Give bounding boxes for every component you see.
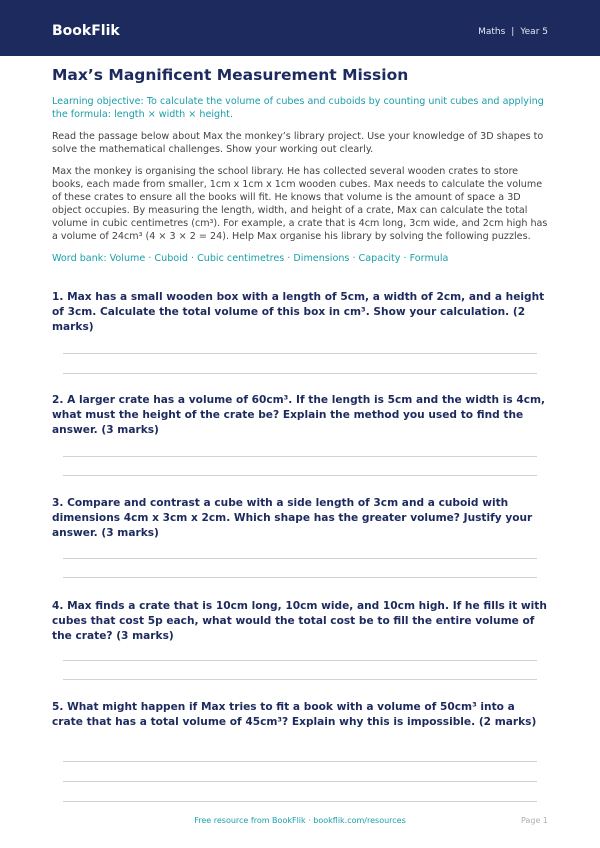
footer-credit: Free resource from BookFlik · bookflik.com/resources <box>194 816 406 825</box>
answer-line[interactable] <box>63 679 537 680</box>
year-label: Year 5 <box>520 27 548 37</box>
answer-line[interactable] <box>63 456 537 457</box>
question-3 <box>52 496 548 541</box>
answer-line[interactable] <box>63 761 537 762</box>
meta-separator: | <box>511 27 515 37</box>
answer-line[interactable] <box>63 353 537 354</box>
question-4 <box>52 599 548 644</box>
answer-line[interactable] <box>63 781 537 782</box>
word-bank: Word bank: Volume · Cuboid · Cubic centimetres · Dimensions · Capacity · Formula <box>52 253 449 264</box>
question-1 <box>52 290 548 335</box>
answer-line[interactable] <box>63 373 537 374</box>
question-5 <box>52 700 548 730</box>
reading-passage: Max the monkey is organising the school library. He has collected several wooden crates to store books, each made from smaller, 1cm x 1cm x 1cm wooden cubes. Max needs to calculate the volume of these crates to ensure all the books will fit. He knows that volume is the amount of space a 3D object occupies. By measuring the length, width, and height of a crate, Max can calculate the total volume in cubic centimetres (cm³). For example, a crate that is 4cm long, 3cm wide, and 2cm high has a volume of 24cm³ (4 × 3 × 2 = 24). Help Max organise his library by solving the following puzzles. <box>52 166 548 242</box>
question-2 <box>52 393 548 438</box>
question-text: 3. Compare and contrast a cube with a side length of 3cm and a cuboid with dimensions 4cm x 3cm x 2cm. Which shape has the greater volume? Justify your answer. (3 marks) <box>52 497 533 539</box>
answer-line[interactable] <box>63 558 537 559</box>
subject-label: Maths <box>478 27 506 37</box>
answer-line[interactable] <box>63 577 537 578</box>
question-text: 2. A larger crate has a volume of 60cm³. If the length is 5cm and the width is 4cm, what must the height of the crate be? Explain the method you used to find the answer. (3 marks) <box>52 394 546 436</box>
worksheet-intro <box>52 64 548 265</box>
answer-line[interactable] <box>63 801 537 802</box>
question-text: 4. Max finds a crate that is 10cm long, 10cm wide, and 10cm high. If he fills it with cubes that cost 5p each, what would the total cost be to fill the entire volume of the crate? (3 marks) <box>52 600 547 642</box>
subject-year <box>478 26 548 38</box>
learning-objective: Learning objective: To calculate the volume of cubes and cuboids by counting unit cubes and applying the formula: length × width × height. <box>52 96 544 120</box>
answer-line[interactable] <box>63 475 537 476</box>
brand-logo: BookFlik <box>52 23 120 39</box>
answer-line[interactable] <box>63 660 537 661</box>
page-header <box>0 0 600 56</box>
question-text: 1. Max has a small wooden box with a length of 5cm, a width of 2cm, and a height of 3cm. Calculate the total volume of this box in cm³. Show your calculation. (2 marks) <box>52 291 545 333</box>
page-title: Max’s Magnificent Measurement Mission <box>52 66 409 84</box>
page-number: Page 1 <box>521 816 548 825</box>
question-text: 5. What might happen if Max tries to fit a book with a volume of 50cm³ into a crate that has a total volume of 45cm³? Explain why this is impossible. (2 marks) <box>52 701 537 728</box>
instructions: Read the passage below about Max the monkey’s library project. Use your knowledge of 3D shapes to solve the mathematical challenges. Show your working out clearly. <box>52 131 544 155</box>
